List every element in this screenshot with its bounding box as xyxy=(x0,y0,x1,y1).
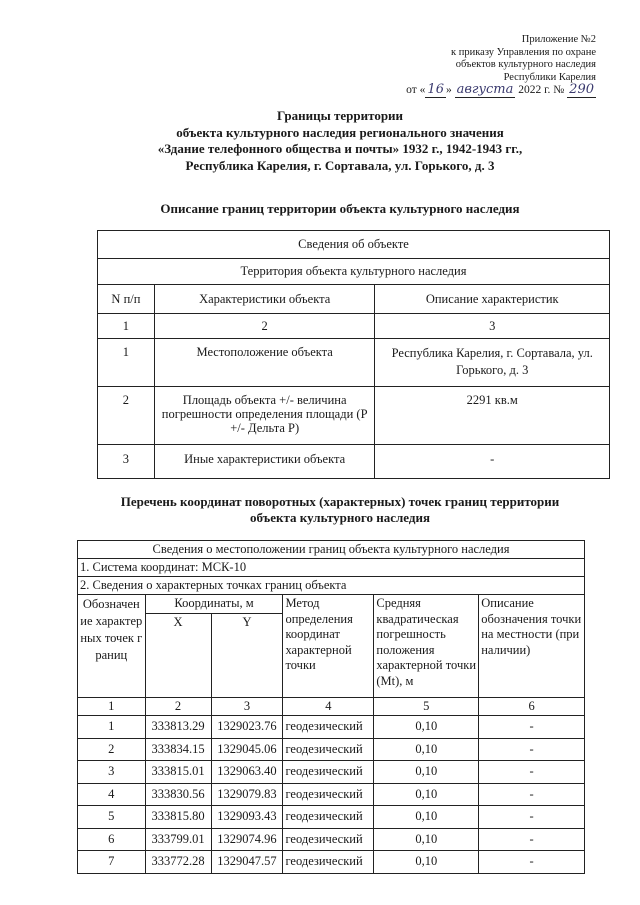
method: геодезический xyxy=(283,851,374,874)
handwritten-number: 290 xyxy=(569,82,594,97)
handwritten-month: августа xyxy=(456,82,514,97)
mean-error: 0,10 xyxy=(374,851,479,874)
mean-error: 0,10 xyxy=(374,716,479,739)
point-number: 2 xyxy=(78,738,146,761)
point-number: 3 xyxy=(78,761,146,784)
col-designation: Обозначение характерных точек границ xyxy=(78,595,146,698)
col-number: N п/п xyxy=(98,285,155,314)
appendix-header xyxy=(336,34,596,97)
col-point-description: Описание обозначения точки на местности (при наличии) xyxy=(479,595,585,698)
col-method: Метод определения координат характерной точки xyxy=(283,595,374,698)
table1-header: Сведения об объекте xyxy=(98,231,610,259)
table-row xyxy=(78,716,585,739)
point-number: 6 xyxy=(78,828,146,851)
point-description: - xyxy=(479,783,585,806)
col-y: Y xyxy=(211,614,283,698)
coord-y: 1329063.40 xyxy=(211,761,283,784)
col-coordinates: Координаты, м xyxy=(145,595,283,614)
appendix-department: объектов культурного наследия xyxy=(455,59,596,70)
mean-error: 0,10 xyxy=(374,783,479,806)
method: геодезический xyxy=(283,761,374,784)
col-error: Средняя квадратическая погрешность положения характерной точки (Mt), м xyxy=(374,595,479,698)
coordinates-table: Сведения о местоположении границ объекта культурного наследия 1. Система координат: МСК-10 2. Сведения о характерных точках границ объекта Обозначение характерных точек границ Координаты, м Метод определения координат характерной точки Средняя квадратическая погрешность положения характерной точки (Mt), м Описание обозначения точки на местности (при наличии) X Y 1 2 3 4 5 6 1 333813.29 1329023.76 геодезический 0,10 - 2 333834.15 1329045.06 геодезический 0,10 - 3 333815.01 1329063.40 геодезический 0,10 - 4 333830.56 1329079.83 геодезический 0,10 - 5 333815.80 1329093.43 геодезический 0,10 - 6 333799.01 1329074.96 геодезический 0,10 - 7 333772.28 1329047.57 геодезический 0,10 - xyxy=(77,540,585,874)
coord-y: 1329023.76 xyxy=(211,716,283,739)
appendix-date: от « 16 » августа 2022 г. № 290 xyxy=(406,82,594,97)
table1-subheader: Территория объекта культурного наследия xyxy=(98,259,610,285)
point-description: - xyxy=(479,738,585,761)
coord-x: 333815.80 xyxy=(145,806,211,829)
table-row: 2 Площадь объекта +/- величина погрешности определения площади (P +/- Дельта P) 2291 кв.м xyxy=(98,387,610,445)
point-number: 7 xyxy=(78,851,146,874)
table-row xyxy=(78,783,585,806)
point-description: - xyxy=(479,761,585,784)
method: геодезический xyxy=(283,716,374,739)
appendix-number: Приложение №2 xyxy=(521,34,596,45)
table-row xyxy=(78,738,585,761)
coord-x: 333834.15 xyxy=(145,738,211,761)
table-row: 3 Иные характеристики объекта - xyxy=(98,445,610,479)
method: геодезический xyxy=(283,806,374,829)
table-row xyxy=(78,806,585,829)
mean-error: 0,10 xyxy=(374,828,479,851)
points-info: 2. Сведения о характерных точках границ объекта xyxy=(78,577,585,595)
mean-error: 0,10 xyxy=(374,806,479,829)
coord-y: 1329079.83 xyxy=(211,783,283,806)
method: геодезический xyxy=(283,783,374,806)
point-number: 4 xyxy=(78,783,146,806)
col-characteristic: Характеристики объекта xyxy=(154,285,375,314)
coordinate-system: 1. Система координат: МСК-10 xyxy=(78,559,585,577)
coord-y: 1329045.06 xyxy=(211,738,283,761)
point-description: - xyxy=(479,851,585,874)
method: геодезический xyxy=(283,738,374,761)
coord-y: 1329093.43 xyxy=(211,806,283,829)
coord-x: 333830.56 xyxy=(145,783,211,806)
col-description: Описание характеристик xyxy=(375,285,610,314)
coord-x: 333772.28 xyxy=(145,851,211,874)
col-x: X xyxy=(145,614,211,698)
table2-header: Сведения о местоположении границ объекта культурного наследия xyxy=(78,541,585,559)
point-number: 5 xyxy=(78,806,146,829)
coord-y: 1329074.96 xyxy=(211,828,283,851)
appendix-order-ref: к приказу Управления по охране xyxy=(451,46,596,58)
point-description: - xyxy=(479,806,585,829)
table-row xyxy=(78,828,585,851)
method: геодезический xyxy=(283,828,374,851)
object-info-table: Сведения об объекте Территория объекта культурного наследия N п/п Характеристики объекта Описание характеристик 1 2 3 1 Местоположение объекта Республика Карелия, г. Сортавала, ул. Горького, д. 3 2 Площадь объекта +/- величина погрешности определения площади (P +/- Дельта P) 2291 кв.м 3 Иные характеристики объекта - xyxy=(97,230,610,479)
coord-x: 333799.01 xyxy=(145,828,211,851)
appendix-region: Республики Карелия xyxy=(503,71,596,83)
table-row xyxy=(78,851,585,874)
point-number: 1 xyxy=(78,716,146,739)
table-row: 1 Местоположение объекта Республика Карелия, г. Сортавала, ул. Горького, д. 3 xyxy=(98,339,610,387)
section2-heading: Перечень координат поворотных (характерных) точек границ территории объекта культурного наследия xyxy=(120,494,560,525)
point-description: - xyxy=(479,716,585,739)
point-description: - xyxy=(479,828,585,851)
coord-y: 1329047.57 xyxy=(211,851,283,874)
mean-error: 0,10 xyxy=(374,738,479,761)
section1-heading: Описание границ территории объекта культурного наследия xyxy=(160,201,520,216)
table-row xyxy=(78,761,585,784)
document-title: Границы территории объекта культурного наследия регионального значения «Здание телефонного общества и почты» 1932 г., 1942-1943 гг., Республика Карелия, г. Сортавала, ул. Горького, д. 3 xyxy=(157,108,523,173)
coord-x: 333813.29 xyxy=(145,716,211,739)
mean-error: 0,10 xyxy=(374,761,479,784)
coord-x: 333815.01 xyxy=(145,761,211,784)
handwritten-day: 16 xyxy=(427,82,444,97)
